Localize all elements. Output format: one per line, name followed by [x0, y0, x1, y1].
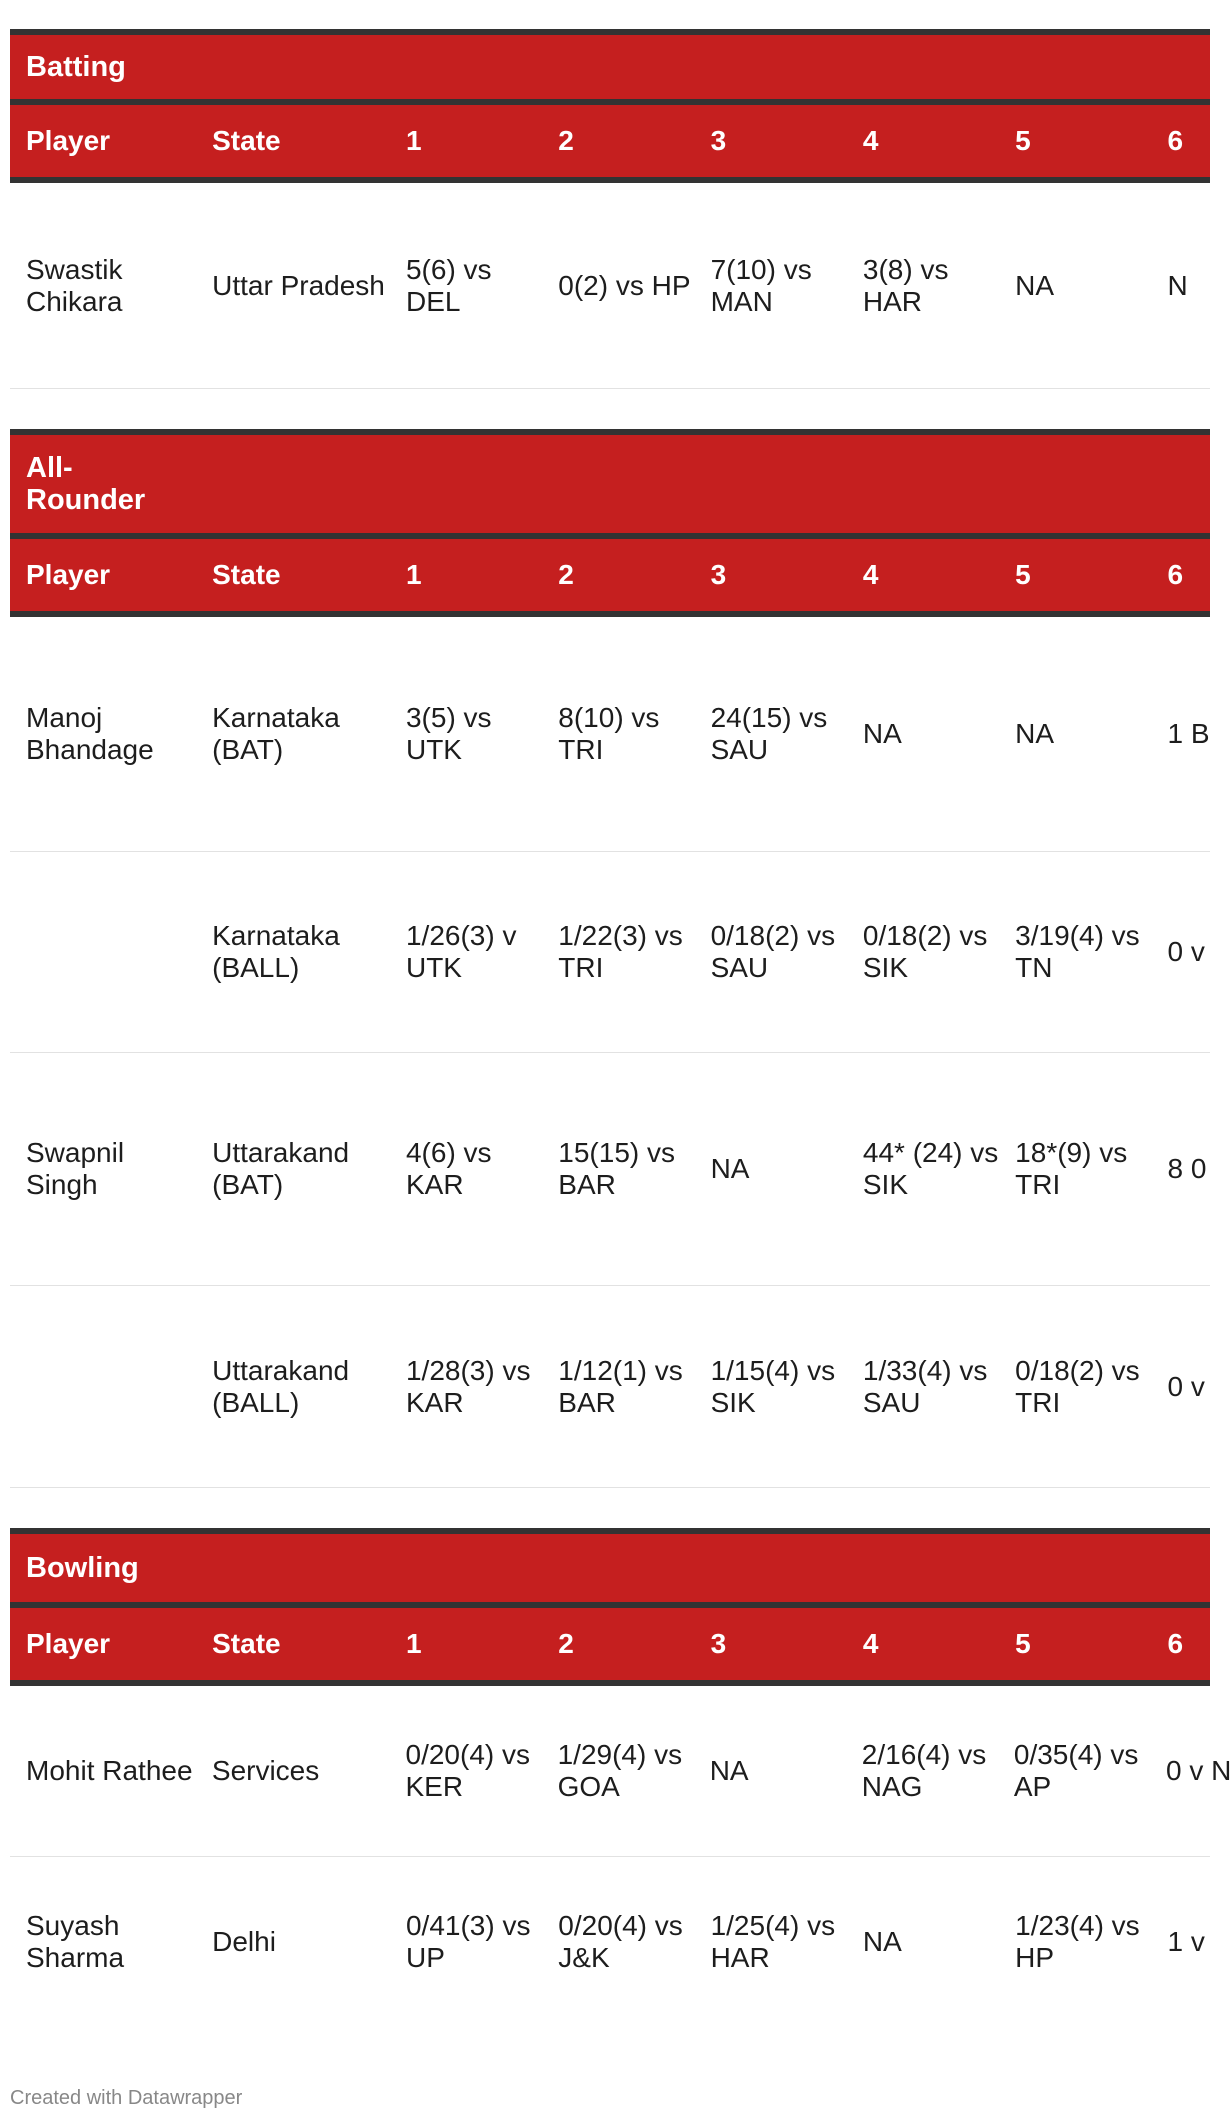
- table-row: [10, 183, 1210, 389]
- table-cell: 0 v: [1167, 936, 1205, 967]
- table-cell: Services: [211, 1755, 320, 1786]
- table-cell: 1/28(3) vs KAR: [405, 1354, 531, 1418]
- column-header: 5: [1015, 559, 1031, 590]
- section-title: Bowling: [10, 1528, 1210, 1608]
- table-cell: 18*(9) vs TRI: [1015, 1137, 1128, 1200]
- section-spacer: [10, 1488, 1210, 1528]
- column-header: Player: [26, 125, 111, 156]
- table-cell: 0/20(4) vs KER: [405, 1739, 530, 1802]
- section-bowling: [10, 1528, 1231, 2027]
- table-cell: NA: [862, 718, 902, 749]
- table-cell: 0/41(3) vs UP: [405, 1910, 531, 1973]
- table-row: [10, 1857, 1210, 2027]
- table-cell: Delhi: [212, 1926, 276, 1957]
- table-cell: NA: [709, 1755, 749, 1786]
- column-header: State: [212, 1628, 281, 1659]
- section-all-rounder: [10, 429, 1210, 1488]
- column-header: 4: [862, 125, 879, 156]
- table-cell: 0 v: [1167, 1370, 1205, 1402]
- table-cell: 0/18(2) vs TRI: [1015, 1354, 1140, 1418]
- table-cell: 1 v: [1167, 1926, 1205, 1957]
- column-header: 3: [710, 125, 727, 156]
- table-cell: 44* (24) vs SIK: [862, 1137, 999, 1200]
- table-cell: 1/15(4) vs SIK: [710, 1354, 836, 1418]
- section-spacer: [10, 389, 1210, 429]
- table-cell: Mohit Rathee: [26, 1755, 193, 1786]
- column-header: Player: [26, 1628, 111, 1659]
- table-row: [10, 1686, 1231, 1857]
- column-header: 1: [405, 1628, 422, 1659]
- table-cell: NA: [710, 1153, 750, 1184]
- table-cell: 1/22(3) vs TRI: [558, 920, 683, 983]
- column-header: 3: [710, 559, 727, 590]
- column-header-row: [10, 539, 1210, 617]
- table-cell: Uttar Pradesh: [212, 269, 385, 301]
- table-cell: N: [1167, 269, 1188, 301]
- table-cell: Suyash Sharma: [26, 1910, 125, 1973]
- table-cell: Karnataka (BALL): [212, 920, 340, 983]
- table-cell: 0 v N: [1165, 1755, 1231, 1786]
- table-cell: 0/18(2) vs SAU: [710, 920, 836, 983]
- column-header: State: [212, 125, 281, 156]
- table-cell: 4(6) vs KAR: [405, 1137, 492, 1200]
- column-header: 5: [1015, 125, 1031, 156]
- section-title: All-Rounder: [26, 452, 146, 516]
- table-cell: 3(8) vs HAR: [862, 253, 949, 317]
- table-cell: 0(2) vs HP: [558, 269, 691, 301]
- section-title: Batting: [10, 29, 1210, 105]
- table-cell: Swapnil Singh: [26, 1137, 125, 1200]
- table-cell: 0/18(2) vs SIK: [862, 920, 988, 983]
- table-cell: Uttarakand (BAT): [212, 1137, 350, 1200]
- table-cell: 15(15) vs BAR: [558, 1137, 675, 1200]
- table-cell: 1 B: [1167, 718, 1210, 749]
- table-cell: 7(10) vs MAN: [710, 253, 812, 317]
- table-cell: 0/20(4) vs J&K: [558, 1910, 683, 1973]
- table-cell: 0/35(4) vs AP: [1013, 1739, 1139, 1802]
- column-header: 6: [1167, 125, 1184, 156]
- column-header: 2: [558, 559, 574, 590]
- section-batting: [10, 29, 1210, 389]
- table-cell: 1/26(3) v UTK: [405, 920, 517, 983]
- column-header: 2: [558, 125, 574, 156]
- table-cell: NA: [1015, 269, 1055, 301]
- table-row: [10, 1053, 1210, 1286]
- credit-text: Created with Datawrapper: [10, 2087, 243, 2109]
- table-cell: Manoj Bhandage: [26, 702, 154, 765]
- column-header: 6: [1167, 559, 1184, 590]
- table-cell: Karnataka (BAT): [212, 702, 340, 765]
- table-row: [10, 1286, 1210, 1488]
- column-header-row: [10, 1608, 1210, 1686]
- column-header: 1: [405, 125, 422, 156]
- column-header-row: [10, 105, 1210, 183]
- table-cell: 1/12(1) vs BAR: [558, 1354, 683, 1418]
- table-cell: Uttarakand (BALL): [212, 1354, 350, 1418]
- column-header: State: [212, 559, 281, 590]
- column-header: 1: [405, 559, 422, 590]
- section-title-cell: [10, 429, 1210, 539]
- table-cell: 1/25(4) vs HAR: [710, 1910, 836, 1973]
- column-header: 4: [862, 559, 879, 590]
- table-cell: 8 0: [1167, 1153, 1207, 1184]
- data-table: [10, 29, 1231, 2027]
- column-header: 6: [1167, 1628, 1184, 1659]
- table-cell: 24(15) vs SAU: [710, 702, 828, 765]
- column-header: 5: [1015, 1628, 1031, 1659]
- table-row: [10, 852, 1210, 1053]
- table-row: [10, 617, 1210, 852]
- table-cell: 1/29(4) vs GOA: [557, 1739, 683, 1802]
- column-header: 3: [710, 1628, 727, 1659]
- table-cell: 1/33(4) vs SAU: [862, 1354, 988, 1418]
- table-cell: 3(5) vs UTK: [405, 702, 492, 765]
- table-cell: 2/16(4) vs NAG: [861, 1739, 987, 1802]
- column-header: 2: [558, 1628, 574, 1659]
- table-cell: 3/19(4) vs TN: [1015, 920, 1140, 983]
- table-cell: NA: [862, 1926, 902, 1957]
- table-cell: 1/23(4) vs HP: [1015, 1910, 1140, 1973]
- table-cell: 5(6) vs DEL: [405, 253, 492, 317]
- table-cell: NA: [1015, 718, 1055, 749]
- table-cell: 8(10) vs TRI: [558, 702, 660, 765]
- column-header: 4: [862, 1628, 879, 1659]
- column-header: Player: [26, 559, 111, 590]
- table-cell: Swastik Chikara: [26, 253, 123, 317]
